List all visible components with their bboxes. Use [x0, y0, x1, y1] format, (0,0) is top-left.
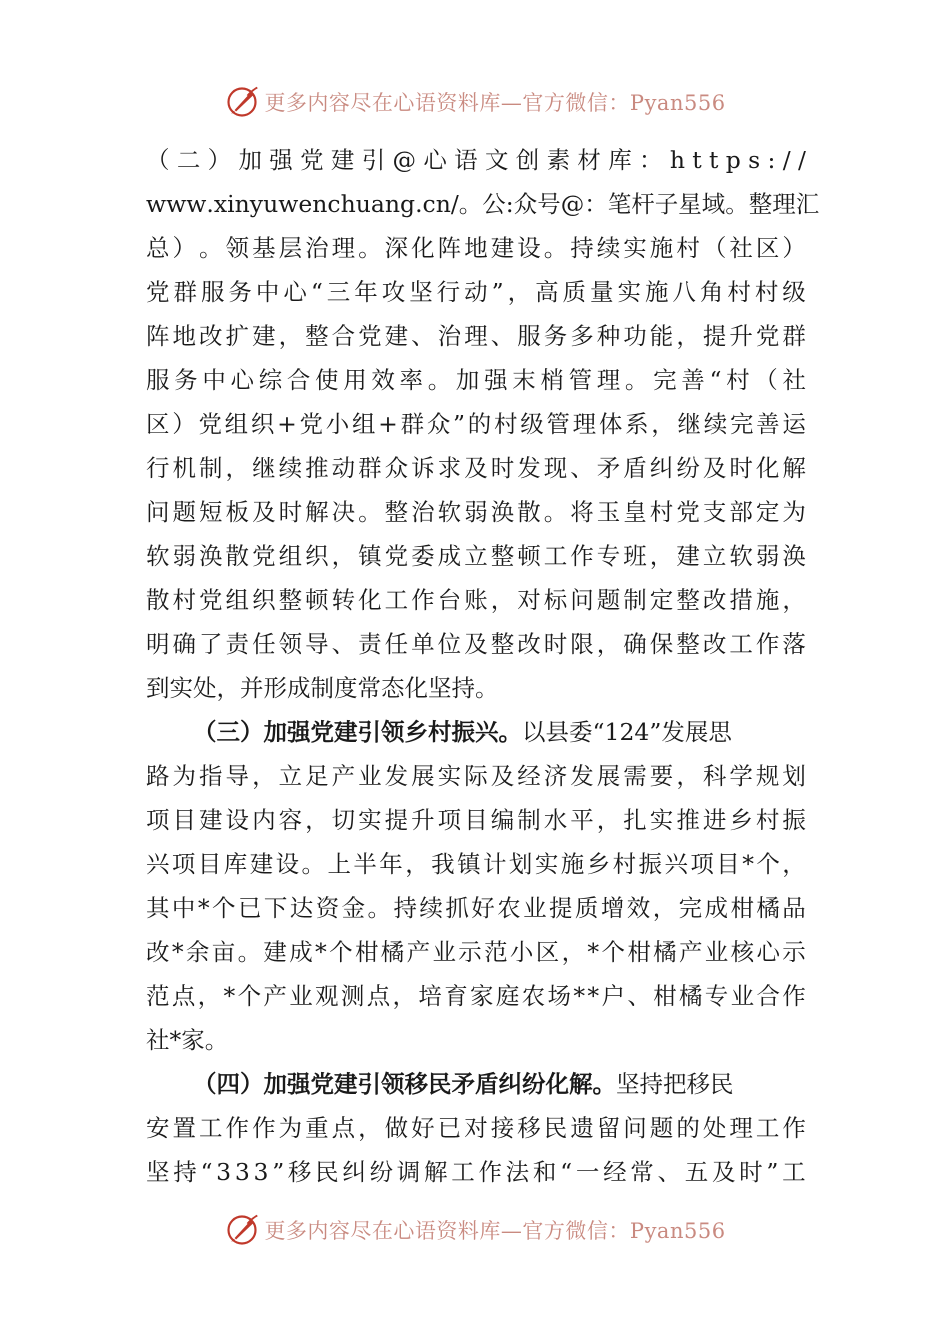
- paragraph-line: 社*家。: [146, 1026, 229, 1054]
- paragraph-line: 到实处，并形成制度常态化坚持。: [146, 674, 499, 702]
- paragraph-line: 明 确 了 责 任 领 导 、 责 任 单 位 及 整 改 时 限 ， 确 保 整 改 工 作 落: [146, 630, 806, 658]
- paragraph-line: 路 为 指 导 ， 立 足 产 业 发 展 实 际 及 经 济 发 展 需 要 ， 科 学 规 划: [146, 762, 806, 790]
- paragraph-line: （ 二 ） 加 强 党 建 引 @ 心 语 文 创 素 材 库 ： h t t p s : / /: [146, 146, 806, 174]
- header-banner-text: 更多内容尽在心语资料库—官方微信：Pyan556: [264, 91, 726, 115]
- section-heading-4: （四）加强党建引领移民矛盾纠纷化解。: [193, 1070, 616, 1098]
- paragraph-line: 服 务 中 心 综 合 使 用 效 率 。 加 强 末 梢 管 理 。 完 善 “ 村 （ 社: [146, 366, 806, 394]
- section-heading-3: （三）加强党建引领乡村振兴。: [193, 718, 522, 746]
- paragraph-line: 兴 项 目 库 建 设 。 上 半 年 ， 我 镇 计 划 实 施 乡 村 振 兴 项 目 * 个 ，: [146, 850, 806, 878]
- paragraph-line: w w w . x i n y u w e n c h u a n g . c n / 。 公 : 众 号 @ ： 笔 杆 子 星 域 。 整 理 汇: [146, 190, 820, 218]
- paragraph-line: 项 目 建 设 内 容 ， 切 实 提 升 项 目 编 制 水 平 ， 扎 实 推 进 乡 村 振: [146, 806, 806, 834]
- quill-pen-logo-icon: [224, 84, 260, 120]
- paragraph-line: 坚 持 “ 3 3 3 ” 移 民 纠 纷 调 解 工 作 法 和 “ 一 经 常 、 五 及 时 ” 工: [146, 1158, 806, 1186]
- paragraph-line: 散 村 党 组 织 整 顿 转 化 工 作 台 账 ， 对 标 问 题 制 定 整 改 措 施 ，: [146, 586, 806, 614]
- footer-banner: [0, 1208, 950, 1252]
- footer-banner-text: 更多内容尽在心语资料库—官方微信：Pyan556: [264, 1219, 726, 1243]
- paragraph-line: 问 题 短 板 及 时 解 决 。 整 治 软 弱 涣 散 。 将 玉 皇 村 党 支 部 定 为: [146, 498, 806, 526]
- paragraph-line: 其 中 * 个 已 下 达 资 金 。 持 续 抓 好 农 业 提 质 增 效 ， 完 成 柑 橘 品: [146, 894, 806, 922]
- paragraph-line: 总 ） 。 领 基 层 治 理 。 深 化 阵 地 建 设 。 持 续 实 施 村 （ 社 区 ）: [146, 234, 806, 262]
- paragraph-line: 行 机 制 ， 继 续 推 动 群 众 诉 求 及 时 发 现 、 矛 盾 纠 纷 及 时 化 解: [146, 454, 806, 482]
- paragraph-line: （三）加强党建引领乡村振兴。 以县委“124”发展思: [146, 710, 806, 754]
- paragraph-line: 范 点 ， * 个 产 业 观 测 点 ， 培 育 家 庭 农 场 * * 户 、 柑 橘 专 业 合 作: [146, 982, 806, 1010]
- paragraph-line: 安 置 工 作 作 为 重 点 ， 做 好 已 对 接 移 民 遗 留 问 题 的 处 理 工 作: [146, 1114, 806, 1142]
- paragraph-line: 改 * 余 亩 。 建 成 * 个 柑 橘 产 业 示 范 小 区 ， * 个 柑 橘 产 业 核 心 示: [146, 938, 806, 966]
- header-banner: [0, 80, 950, 124]
- quill-pen-logo-icon: [224, 1212, 260, 1248]
- paragraph-line: 软 弱 涣 散 党 组 织 ， 镇 党 委 成 立 整 顿 工 作 专 班 ， 建 立 软 弱 涣: [146, 542, 806, 570]
- paragraph-line: （四）加强党建引领移民矛盾纠纷化解。 坚持把移民: [146, 1062, 806, 1106]
- document-body: [146, 138, 820, 1194]
- paragraph-line: 阵 地 改 扩 建 ， 整 合 党 建 、 治 理 、 服 务 多 种 功 能 ， 提 升 党 群: [146, 322, 806, 350]
- paragraph-line: 党 群 服 务 中 心 “ 三 年 攻 坚 行 动 ” ， 高 质 量 实 施 八 角 村 村 级: [146, 278, 806, 306]
- paragraph-line: 区 ） 党 组 织 + 党 小 组 + 群 众 ” 的 村 级 管 理 体 系 ， 继 续 完 善 运: [146, 410, 806, 438]
